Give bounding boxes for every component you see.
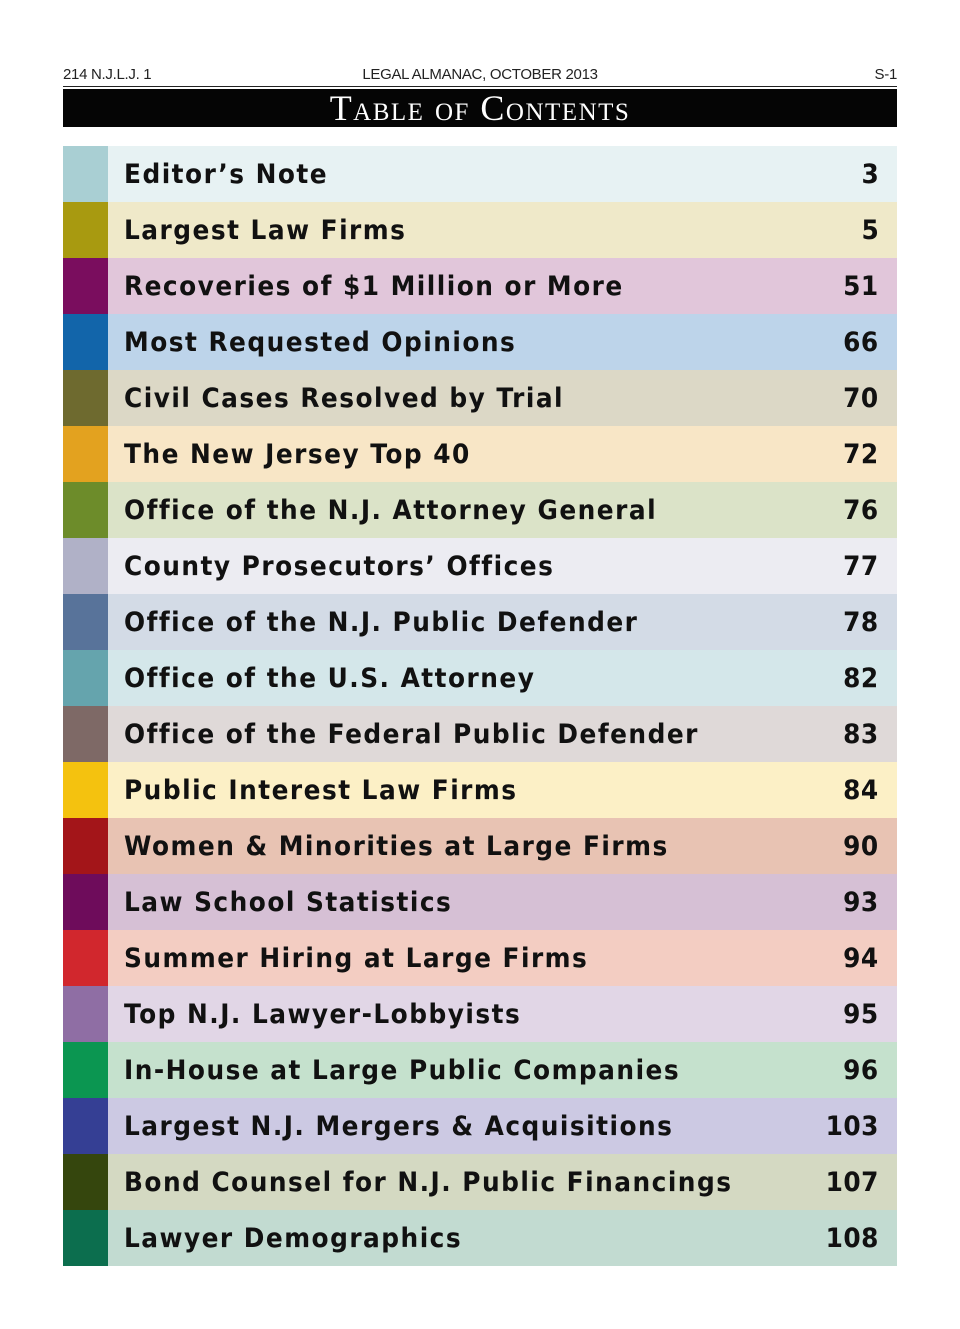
toc-row-body — [108, 370, 897, 426]
toc-entry-title: The New Jersey Top 40 — [124, 438, 471, 470]
toc-entry-title: Office of the U.S. Attorney — [124, 662, 536, 694]
toc-row-body — [108, 650, 897, 706]
section-color-swatch — [63, 930, 108, 986]
toc-entry-page: 76 — [843, 494, 879, 526]
section-color-swatch — [63, 370, 108, 426]
section-color-swatch — [63, 1210, 108, 1266]
toc-entry-page: 77 — [843, 550, 879, 582]
toc-entry-title: Most Requested Opinions — [124, 326, 517, 358]
toc-entry-page: 78 — [843, 606, 879, 638]
toc-row[interactable] — [63, 1210, 897, 1266]
toc-entry-page: 66 — [843, 326, 879, 358]
toc-entry-title: Office of the Federal Public Defender — [124, 718, 699, 750]
section-color-swatch — [63, 1154, 108, 1210]
toc-row-body — [108, 594, 897, 650]
toc-row-body — [108, 426, 897, 482]
toc-entry-page: 108 — [825, 1222, 879, 1254]
toc-row-body — [108, 146, 897, 202]
toc-entry-title: Civil Cases Resolved by Trial — [124, 382, 565, 414]
toc-entry-page: 84 — [843, 774, 879, 806]
section-color-swatch — [63, 874, 108, 930]
toc-entry-page: 82 — [843, 662, 879, 694]
toc-row[interactable] — [63, 706, 897, 762]
toc-entry-title: Office of the N.J. Attorney General — [124, 494, 658, 526]
section-color-swatch — [63, 1042, 108, 1098]
section-color-swatch — [63, 146, 108, 202]
toc-row-body — [108, 538, 897, 594]
toc-entry-page: 72 — [843, 438, 879, 470]
toc-row[interactable] — [63, 314, 897, 370]
section-color-swatch — [63, 594, 108, 650]
toc-row[interactable] — [63, 538, 897, 594]
toc-row-body — [108, 314, 897, 370]
section-color-swatch — [63, 650, 108, 706]
toc-entry-page: 70 — [843, 382, 879, 414]
toc-entry-page: 107 — [825, 1166, 879, 1198]
toc-entry-page: 103 — [825, 1110, 879, 1142]
toc-row[interactable] — [63, 986, 897, 1042]
toc-row-body — [108, 930, 897, 986]
toc-entry-page: 96 — [843, 1054, 879, 1086]
toc-row[interactable] — [63, 650, 897, 706]
page-title: Table of Contents — [63, 89, 897, 127]
toc-row-body — [108, 202, 897, 258]
toc-entry-page: 90 — [843, 830, 879, 862]
toc-row[interactable] — [63, 370, 897, 426]
toc-entry-page: 93 — [843, 886, 879, 918]
toc-row-body — [108, 762, 897, 818]
toc-entry-title: In-House at Large Public Companies — [124, 1054, 681, 1086]
section-color-swatch — [63, 1098, 108, 1154]
section-color-swatch — [63, 258, 108, 314]
toc-row[interactable] — [63, 930, 897, 986]
toc-row[interactable] — [63, 1042, 897, 1098]
toc-entry-title: Summer Hiring at Large Firms — [124, 942, 589, 974]
toc-row-body — [108, 818, 897, 874]
toc-row-body — [108, 1154, 897, 1210]
page-number: S-1 — [874, 66, 897, 83]
section-color-swatch — [63, 482, 108, 538]
toc-entry-title: Editor’s Note — [124, 158, 329, 190]
toc-row[interactable] — [63, 762, 897, 818]
section-color-swatch — [63, 426, 108, 482]
toc-entry-title: Public Interest Law Firms — [124, 774, 518, 806]
toc-row[interactable] — [63, 482, 897, 538]
toc-entry-title: Office of the N.J. Public Defender — [124, 606, 639, 638]
toc-row-body — [108, 1210, 897, 1266]
section-color-swatch — [63, 762, 108, 818]
toc-entry-page: 83 — [843, 718, 879, 750]
toc-entry-title: Bond Counsel for N.J. Public Financings — [124, 1166, 733, 1198]
toc-row[interactable] — [63, 202, 897, 258]
toc-row[interactable] — [63, 146, 897, 202]
toc-row[interactable] — [63, 426, 897, 482]
toc-row-body — [108, 706, 897, 762]
toc-row-body — [108, 986, 897, 1042]
section-color-swatch — [63, 706, 108, 762]
section-color-swatch — [63, 986, 108, 1042]
toc-row[interactable] — [63, 594, 897, 650]
toc-entry-page: 95 — [843, 998, 879, 1030]
toc-entry-title: Top N.J. Lawyer-Lobbyists — [124, 998, 522, 1030]
toc-row[interactable] — [63, 1154, 897, 1210]
toc-entry-page: 5 — [861, 214, 879, 246]
toc-row-body — [108, 258, 897, 314]
toc-row-body — [108, 1098, 897, 1154]
toc-entry-title: County Prosecutors’ Offices — [124, 550, 555, 582]
publication-title: LEGAL ALMANAC, OCTOBER 2013 — [362, 66, 598, 83]
section-color-swatch — [63, 538, 108, 594]
section-color-swatch — [63, 202, 108, 258]
toc-entry-page: 3 — [861, 158, 879, 190]
toc-row-body — [108, 1042, 897, 1098]
toc-row[interactable] — [63, 874, 897, 930]
running-header — [63, 64, 897, 87]
toc-entry-title: Largest N.J. Mergers & Acquisitions — [124, 1110, 674, 1142]
section-color-swatch — [63, 314, 108, 370]
toc-row-body — [108, 874, 897, 930]
toc-entry-title: Law School Statistics — [124, 886, 453, 918]
journal-citation: 214 N.J.L.J. 1 — [63, 66, 152, 83]
toc-row-body — [108, 482, 897, 538]
toc-entry-title: Recoveries of $1 Million or More — [124, 270, 624, 302]
toc-row[interactable] — [63, 818, 897, 874]
toc-row[interactable] — [63, 1098, 897, 1154]
toc-row[interactable] — [63, 258, 897, 314]
toc-entry-page: 94 — [843, 942, 879, 974]
toc-entry-page: 51 — [843, 270, 879, 302]
section-color-swatch — [63, 818, 108, 874]
table-of-contents — [63, 146, 897, 1266]
toc-entry-title: Women & Minorities at Large Firms — [124, 830, 669, 862]
toc-entry-title: Largest Law Firms — [124, 214, 407, 246]
toc-entry-title: Lawyer Demographics — [124, 1222, 463, 1254]
